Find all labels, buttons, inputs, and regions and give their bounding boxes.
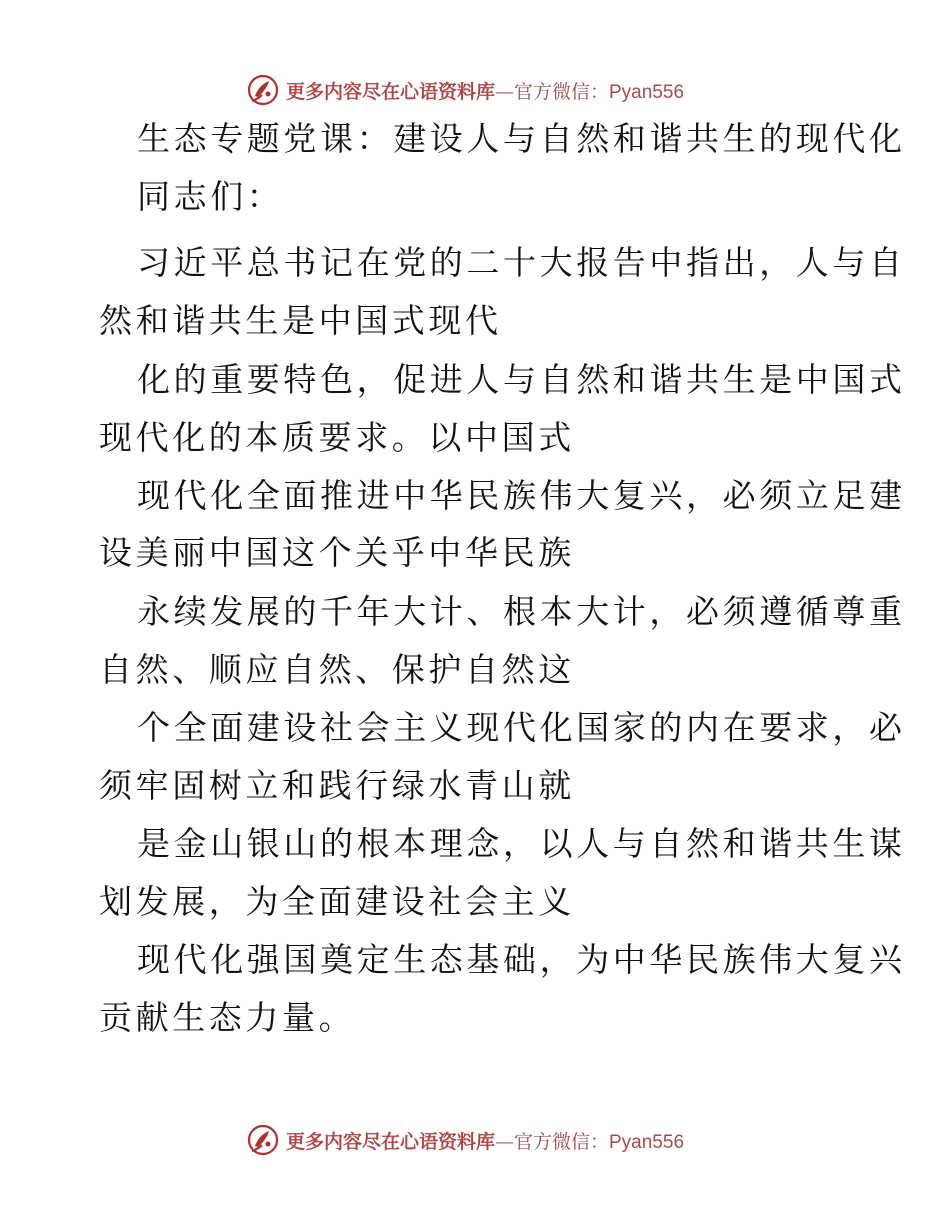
paragraph-line: 习近平总书记在党的二十大报告中指出，人与自 <box>137 243 906 282</box>
paragraph-line: 现代化强国奠定生态基础，为中华民族伟大复兴 <box>137 940 906 979</box>
pen-logo-icon <box>246 1123 280 1157</box>
header-banner <box>0 70 950 110</box>
paragraph-line: 化的重要特色，促进人与自然和谐共生是中国式 <box>137 360 906 399</box>
footer-dash: — <box>494 1130 514 1153</box>
header-dash: — <box>494 80 514 103</box>
paragraph-line: 须牢固树立和践行绿水青山就 <box>99 766 575 805</box>
paragraph-line: 现代化全面推进中华民族伟大复兴，必须立足建 <box>137 476 906 515</box>
header-banner-inner <box>246 73 684 107</box>
paragraph-line: 贡献生态力量。 <box>99 998 356 1037</box>
pen-logo-icon <box>246 73 280 107</box>
footer-brand: 更多内容尽在心语资料库 <box>285 1130 495 1153</box>
paragraph-line: 划发展，为全面建设社会主义 <box>99 882 575 921</box>
paragraph-line: 是金山银山的根本理念，以人与自然和谐共生谋 <box>137 824 906 863</box>
paragraph-line: 然和谐共生是中国式现代 <box>99 301 502 340</box>
footer-banner-text <box>286 1127 684 1154</box>
header-wechat-handle: Pyan556 <box>609 81 685 103</box>
paragraph-line: 永续发展的千年大计、根本大计，必须遵循尊重 <box>137 592 906 631</box>
paragraph-line: 个全面建设社会主义现代化国家的内在要求，必 <box>137 708 906 747</box>
footer-wechat-label: 官方微信： <box>513 1130 609 1153</box>
footer-wechat-handle: Pyan556 <box>609 1131 685 1153</box>
footer-banner-inner <box>246 1123 684 1157</box>
footer-banner <box>0 1120 950 1160</box>
document-title: 生态专题党课：建设人与自然和谐共生的现代化 <box>137 119 906 158</box>
paragraph-line: 现代化的本质要求。以中国式 <box>99 418 575 457</box>
header-banner-text <box>286 77 684 104</box>
header-brand: 更多内容尽在心语资料库 <box>285 80 495 103</box>
salutation: 同志们： <box>137 177 284 216</box>
header-wechat-label: 官方微信： <box>513 80 609 103</box>
paragraph-line: 设美丽中国这个关乎中华民族 <box>99 533 575 572</box>
paragraph-line: 自然、顺应自然、保护自然这 <box>99 650 575 689</box>
